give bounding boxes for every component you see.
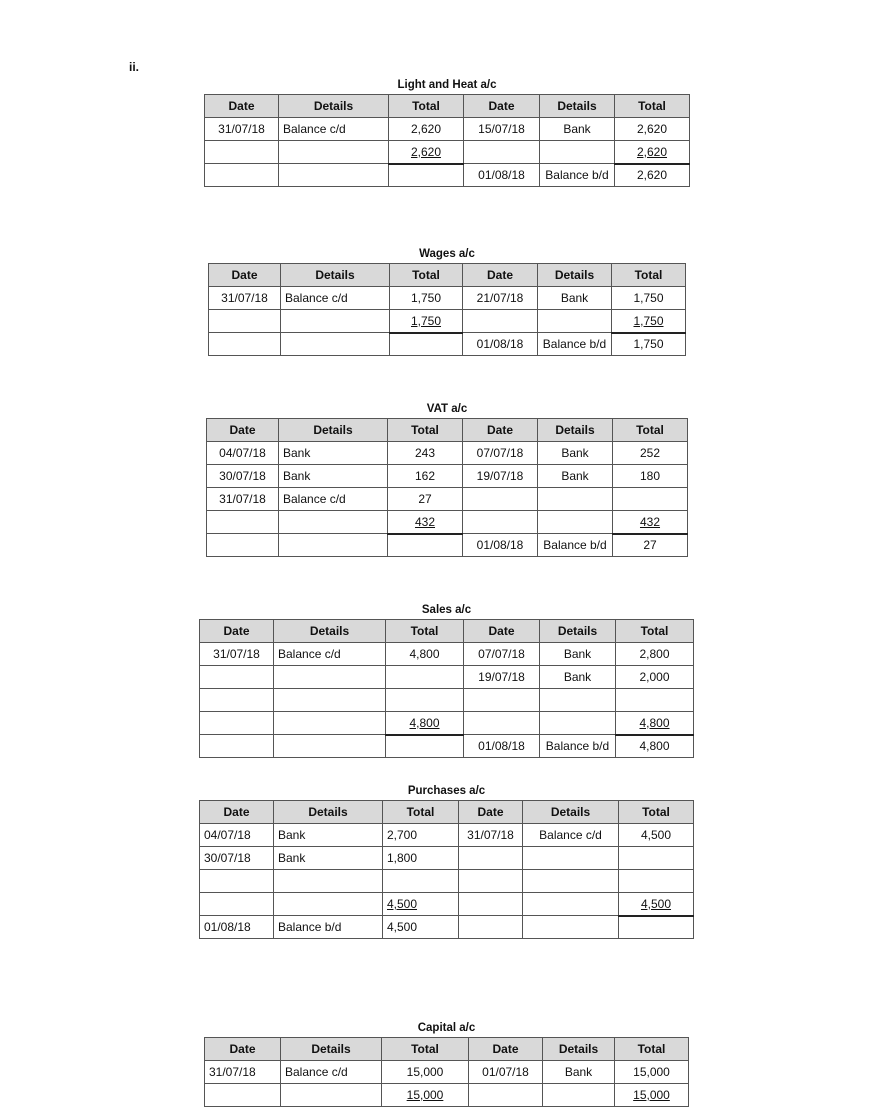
table-row <box>209 333 686 356</box>
cell: Bank <box>540 643 616 666</box>
col-date: Date <box>464 95 540 118</box>
cell: 31/07/18 <box>459 824 523 847</box>
cell <box>459 870 523 893</box>
cell: 4,800 <box>616 735 694 758</box>
cell <box>200 666 274 689</box>
cell: 01/07/18 <box>469 1061 543 1084</box>
cell <box>619 870 694 893</box>
cell: 30/07/18 <box>200 847 274 870</box>
col-details: Details <box>281 264 390 287</box>
sales-account <box>199 602 694 758</box>
table-row <box>200 870 694 893</box>
cell <box>274 893 383 916</box>
cell: 31/07/18 <box>200 643 274 666</box>
table-row <box>200 916 694 939</box>
account-title: Light and Heat a/c <box>397 79 497 91</box>
col-details: Details <box>279 95 389 118</box>
cell <box>386 666 464 689</box>
cell: 31/07/18 <box>209 287 281 310</box>
cell <box>274 870 383 893</box>
cell: Bank <box>543 1061 615 1084</box>
table-row <box>205 118 690 141</box>
ledger-table <box>206 418 688 557</box>
col-details: Details <box>538 419 613 442</box>
cell <box>200 893 274 916</box>
col-details: Details <box>540 95 615 118</box>
total-cell <box>383 893 459 916</box>
col-date: Date <box>200 620 274 643</box>
total-cell <box>612 310 686 333</box>
table-row <box>200 712 694 735</box>
cell <box>540 689 616 712</box>
cell <box>207 534 279 557</box>
cell: 19/07/18 <box>464 666 540 689</box>
header-row <box>200 620 694 643</box>
cell <box>463 488 538 511</box>
col-total: Total <box>613 419 688 442</box>
table-row <box>207 511 688 534</box>
cell <box>538 310 612 333</box>
cell: 31/07/18 <box>205 118 279 141</box>
cell: 2,700 <box>383 824 459 847</box>
cell: 01/08/18 <box>463 333 538 356</box>
table-row <box>200 824 694 847</box>
cell: 04/07/18 <box>200 824 274 847</box>
cell <box>281 1084 382 1107</box>
table-row <box>209 287 686 310</box>
cell: 1,750 <box>612 287 686 310</box>
col-total: Total <box>615 1038 689 1061</box>
cell: Bank <box>540 666 616 689</box>
cell <box>209 333 281 356</box>
cell: 180 <box>613 465 688 488</box>
cell <box>274 712 386 735</box>
cell: 252 <box>613 442 688 465</box>
col-total: Total <box>389 95 464 118</box>
header-row <box>200 801 694 824</box>
account-title: Capital a/c <box>417 1022 476 1034</box>
ledger-table <box>199 619 694 758</box>
cell <box>274 689 386 712</box>
account-title: Sales a/c <box>421 604 472 616</box>
cell: Balance c/d <box>281 1061 382 1084</box>
underlined-total: 432 <box>414 514 436 529</box>
cell <box>389 164 464 187</box>
cell: Balance c/d <box>274 643 386 666</box>
cell: Bank <box>279 465 388 488</box>
cell: Balance b/d <box>274 916 383 939</box>
col-details: Details <box>274 801 383 824</box>
col-details: Details <box>540 620 616 643</box>
table-row <box>205 164 690 187</box>
table-row <box>205 141 690 164</box>
cell: Bank <box>279 442 388 465</box>
cell <box>200 689 274 712</box>
total-cell <box>386 712 464 735</box>
table-row <box>209 310 686 333</box>
cell: 4,500 <box>383 916 459 939</box>
underlined-total: 4,800 <box>409 715 440 730</box>
cell: 01/08/18 <box>464 735 540 758</box>
cell: 07/07/18 <box>464 643 540 666</box>
cell <box>523 847 619 870</box>
cell <box>616 689 694 712</box>
vat-account <box>206 401 688 557</box>
cell <box>464 689 540 712</box>
header-row <box>205 1038 689 1061</box>
cell: Balance c/d <box>279 488 388 511</box>
total-cell <box>389 141 464 164</box>
cell: 04/07/18 <box>207 442 279 465</box>
cell <box>538 511 613 534</box>
cell <box>459 916 523 939</box>
col-total: Total <box>386 620 464 643</box>
cell: 4,800 <box>386 643 464 666</box>
col-date: Date <box>464 620 540 643</box>
cell <box>207 511 279 534</box>
header-row <box>207 419 688 442</box>
cell: 27 <box>613 534 688 557</box>
table-row <box>200 666 694 689</box>
col-date: Date <box>463 419 538 442</box>
cell <box>463 310 538 333</box>
capital-account <box>204 1020 689 1107</box>
cell: 2,620 <box>615 164 690 187</box>
cell: 1,750 <box>390 287 463 310</box>
cell: 31/07/18 <box>207 488 279 511</box>
table-row <box>205 1084 689 1107</box>
underlined-total: 2,620 <box>410 144 442 159</box>
col-total: Total <box>390 264 463 287</box>
table-row <box>207 488 688 511</box>
cell <box>469 1084 543 1107</box>
cell: 21/07/18 <box>463 287 538 310</box>
cell: 31/07/18 <box>205 1061 281 1084</box>
cell <box>205 141 279 164</box>
cell: Balance b/d <box>538 333 612 356</box>
cell <box>459 893 523 916</box>
cell <box>523 870 619 893</box>
cell <box>279 511 388 534</box>
cell: Bank <box>538 442 613 465</box>
total-cell <box>613 511 688 534</box>
cell: Balance b/d <box>540 164 615 187</box>
total-cell <box>615 1084 689 1107</box>
cell <box>523 893 619 916</box>
cell: 15/07/18 <box>464 118 540 141</box>
underlined-total: 15,000 <box>406 1088 444 1102</box>
col-total: Total <box>388 419 463 442</box>
col-details: Details <box>543 1038 615 1061</box>
cell <box>386 735 464 758</box>
cell <box>540 141 615 164</box>
account-title: VAT a/c <box>426 403 468 415</box>
total-cell <box>382 1084 469 1107</box>
ledger-table <box>204 94 690 187</box>
cell <box>538 488 613 511</box>
table-row <box>207 442 688 465</box>
cell <box>383 870 459 893</box>
cell <box>523 916 619 939</box>
cell: Bank <box>538 465 613 488</box>
col-date: Date <box>200 801 274 824</box>
ledger-table <box>208 263 686 356</box>
cell: 01/08/18 <box>464 164 540 187</box>
col-total: Total <box>615 95 690 118</box>
cell: 4,500 <box>619 824 694 847</box>
cell: Bank <box>274 824 383 847</box>
section-label: ii. <box>129 60 140 74</box>
cell <box>279 164 389 187</box>
table-row <box>200 735 694 758</box>
cell: 19/07/18 <box>463 465 538 488</box>
cell: Bank <box>540 118 615 141</box>
cell <box>200 735 274 758</box>
underlined-total: 432 <box>639 514 661 529</box>
header-row <box>205 95 690 118</box>
cell: 07/07/18 <box>463 442 538 465</box>
cell <box>209 310 281 333</box>
underlined-total: 4,800 <box>639 715 670 730</box>
col-details: Details <box>523 801 619 824</box>
cell <box>279 534 388 557</box>
table-row <box>207 534 688 557</box>
table-row <box>200 643 694 666</box>
underlined-total: 4,500 <box>640 896 672 911</box>
table-row <box>200 847 694 870</box>
cell: 01/08/18 <box>200 916 274 939</box>
cell <box>281 310 390 333</box>
col-date: Date <box>469 1038 543 1061</box>
col-date: Date <box>205 95 279 118</box>
cell <box>619 916 694 939</box>
cell: 01/08/18 <box>463 534 538 557</box>
purchases-account <box>199 783 694 939</box>
cell: 30/07/18 <box>207 465 279 488</box>
cell: 162 <box>388 465 463 488</box>
col-total: Total <box>612 264 686 287</box>
ledger-table <box>199 800 694 939</box>
total-cell <box>390 310 463 333</box>
underlined-total: 1,750 <box>410 313 442 328</box>
cell: 1,800 <box>383 847 459 870</box>
cell <box>463 511 538 534</box>
cell: 243 <box>388 442 463 465</box>
cell: 15,000 <box>615 1061 689 1084</box>
col-total: Total <box>382 1038 469 1061</box>
col-date: Date <box>459 801 523 824</box>
light-and-heat-account <box>204 77 690 187</box>
col-date: Date <box>207 419 279 442</box>
col-total: Total <box>619 801 694 824</box>
total-cell <box>619 893 694 916</box>
cell: Balance c/d <box>281 287 390 310</box>
cell <box>205 1084 281 1107</box>
cell <box>274 735 386 758</box>
wages-account <box>208 246 686 356</box>
cell <box>279 141 389 164</box>
col-date: Date <box>209 264 281 287</box>
cell <box>388 534 463 557</box>
col-date: Date <box>205 1038 281 1061</box>
cell: Balance c/d <box>523 824 619 847</box>
col-total: Total <box>616 620 694 643</box>
cell <box>205 164 279 187</box>
cell: Balance b/d <box>540 735 616 758</box>
cell <box>200 870 274 893</box>
underlined-total: 1,750 <box>633 313 664 328</box>
col-total: Total <box>383 801 459 824</box>
account-title: Wages a/c <box>419 248 475 260</box>
cell: 2,800 <box>616 643 694 666</box>
cell: Bank <box>538 287 612 310</box>
cell <box>543 1084 615 1107</box>
cell <box>390 333 463 356</box>
total-cell <box>615 141 690 164</box>
cell <box>464 712 540 735</box>
cell <box>464 141 540 164</box>
cell <box>540 712 616 735</box>
cell: 1,750 <box>612 333 686 356</box>
cell <box>200 712 274 735</box>
account-title: Purchases a/c <box>407 785 486 797</box>
cell: Balance b/d <box>538 534 613 557</box>
table-row <box>200 689 694 712</box>
table-row <box>200 893 694 916</box>
col-details: Details <box>279 419 388 442</box>
underlined-total: 4,500 <box>387 897 418 911</box>
cell <box>274 666 386 689</box>
col-details: Details <box>281 1038 382 1061</box>
col-date: Date <box>463 264 538 287</box>
col-details: Details <box>538 264 612 287</box>
table-row <box>205 1061 689 1084</box>
col-details: Details <box>274 620 386 643</box>
cell: 2,000 <box>616 666 694 689</box>
total-cell <box>616 712 694 735</box>
cell: 2,620 <box>389 118 464 141</box>
cell: Balance c/d <box>279 118 389 141</box>
cell: 2,620 <box>615 118 690 141</box>
cell <box>281 333 390 356</box>
underlined-total: 2,620 <box>636 144 668 159</box>
total-cell <box>388 511 463 534</box>
underlined-total: 15,000 <box>633 1088 670 1102</box>
cell <box>459 847 523 870</box>
table-row <box>207 465 688 488</box>
cell <box>386 689 464 712</box>
cell: 27 <box>388 488 463 511</box>
cell: 15,000 <box>382 1061 469 1084</box>
header-row <box>209 264 686 287</box>
cell <box>619 847 694 870</box>
cell: Bank <box>274 847 383 870</box>
cell <box>613 488 688 511</box>
